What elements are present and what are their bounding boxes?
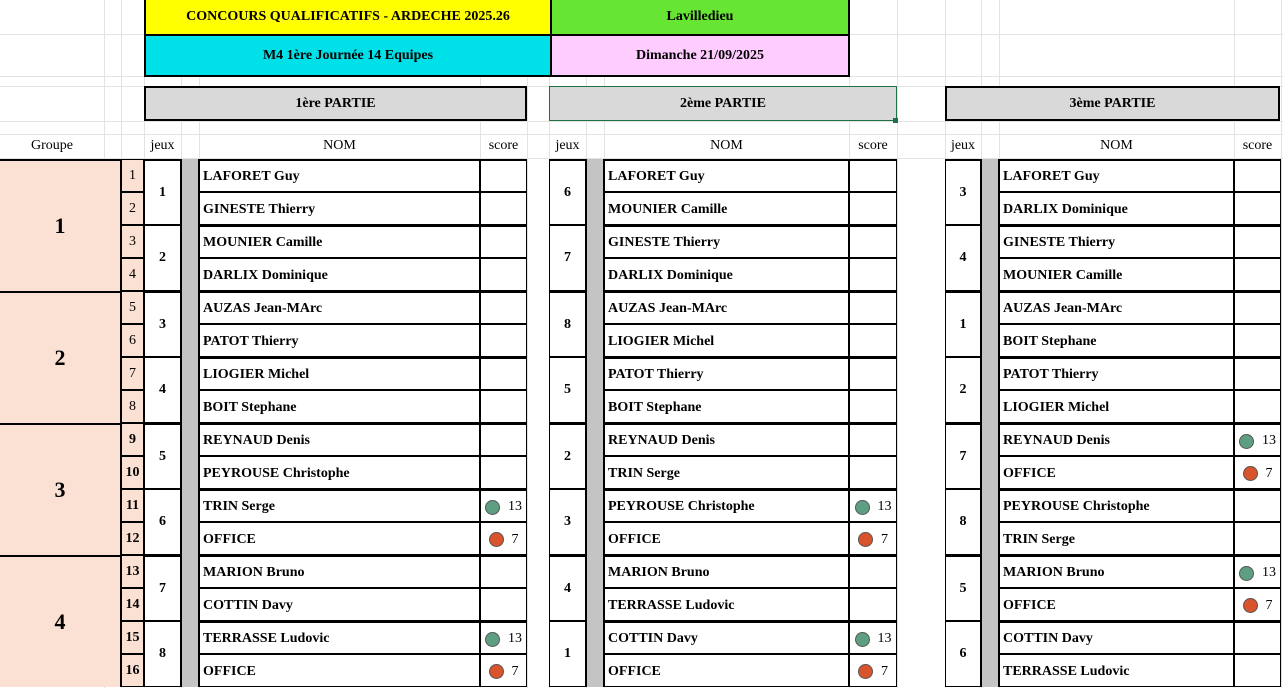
score-value: 7 <box>1265 465 1273 481</box>
score-value: 13 <box>1262 433 1276 448</box>
row-number-cell[interactable]: 4 <box>121 258 144 291</box>
player-name-cell[interactable]: DARLIX Dominique <box>999 192 1234 225</box>
jeux-cell[interactable]: 3 <box>144 291 181 357</box>
score-cell[interactable] <box>480 489 527 522</box>
jeux-cell[interactable]: 8 <box>549 291 586 357</box>
player-name-cell[interactable]: TERRASSE Ludovic <box>199 621 480 654</box>
row-number-cell[interactable]: 6 <box>121 324 144 357</box>
score-cell[interactable] <box>1234 555 1281 588</box>
score-cell[interactable] <box>1234 159 1281 192</box>
score-cell[interactable] <box>480 621 527 654</box>
player-name-cell[interactable]: LAFORET Guy <box>604 159 849 192</box>
player-name-cell[interactable]: BOIT Stephane <box>604 390 849 423</box>
score-column-header: score <box>488 138 519 153</box>
score-cell[interactable] <box>1234 357 1281 390</box>
loss-indicator-icon <box>858 532 873 547</box>
score-cell[interactable] <box>1234 423 1281 456</box>
jeux-cell[interactable]: 6 <box>549 159 586 225</box>
player-name-cell[interactable]: LIOGIER Michel <box>999 390 1234 423</box>
score-cell[interactable] <box>849 159 897 192</box>
score-column-header: score <box>1242 138 1273 153</box>
score-value: 13 <box>877 499 892 514</box>
jeux-cell[interactable]: 1 <box>549 621 586 687</box>
player-name-cell[interactable]: PATOT Thierry <box>604 357 849 390</box>
score-value: 7 <box>881 531 888 547</box>
jeux-cell[interactable]: 7 <box>144 555 181 621</box>
score-cell[interactable] <box>849 489 897 522</box>
score-cell[interactable] <box>849 390 897 423</box>
score-value: 13 <box>508 631 522 646</box>
row-number-cell[interactable]: 7 <box>121 357 144 390</box>
score-cell[interactable] <box>480 654 527 687</box>
row-number-cell[interactable]: 13 <box>121 555 144 588</box>
player-name-cell[interactable]: BOIT Stephane <box>999 324 1234 357</box>
player-name-cell[interactable]: LAFORET Guy <box>199 159 480 192</box>
location-cell[interactable]: Lavilledieu <box>550 0 850 36</box>
win-indicator-icon <box>1239 434 1254 449</box>
jeux-cell[interactable]: 7 <box>945 423 981 489</box>
jeux-cell[interactable]: 7 <box>549 225 586 291</box>
score-value: 7 <box>1265 597 1273 613</box>
score-cell[interactable] <box>1234 225 1281 258</box>
score-column-header: score <box>858 138 888 153</box>
jeux-column-header: jeux <box>150 138 175 153</box>
player-name-cell[interactable]: PATOT Thierry <box>999 357 1234 390</box>
score-cell[interactable] <box>480 357 527 390</box>
loss-indicator-icon <box>858 664 873 679</box>
score-cell[interactable] <box>849 291 897 324</box>
player-name-cell[interactable]: OFFICE <box>604 522 849 555</box>
score-cell[interactable] <box>480 291 527 324</box>
score-cell[interactable] <box>849 588 897 621</box>
score-cell[interactable] <box>849 258 897 291</box>
score-cell[interactable] <box>480 258 527 291</box>
player-name-cell[interactable]: MOUNIER Camille <box>604 192 849 225</box>
player-name-cell[interactable]: COTTIN Davy <box>199 588 480 621</box>
row-number-cell[interactable]: 5 <box>121 291 144 324</box>
nom-column-header: NOM <box>1100 138 1133 153</box>
player-name-cell[interactable]: AUZAS Jean-MArc <box>199 291 480 324</box>
loss-indicator-icon <box>489 532 504 547</box>
player-name-cell[interactable]: TERRASSE Ludovic <box>604 588 849 621</box>
player-name-cell[interactable]: PEYROUSE Christophe <box>604 489 849 522</box>
part-1-header[interactable]: 1ère PARTIE <box>144 86 527 121</box>
group-cell[interactable]: 4 <box>0 555 121 687</box>
player-name-cell[interactable]: TRIN Serge <box>999 522 1234 555</box>
player-name-cell[interactable]: LIOGIER Michel <box>604 324 849 357</box>
score-value: 13 <box>508 499 522 514</box>
nom-column-header: NOM <box>323 138 356 153</box>
jeux-cell[interactable]: 4 <box>549 555 586 621</box>
part-3-header[interactable]: 3ème PARTIE <box>945 86 1280 121</box>
player-name-cell[interactable]: BOIT Stephane <box>199 390 480 423</box>
score-value: 7 <box>881 663 888 679</box>
jeux-cell[interactable]: 5 <box>549 357 586 423</box>
score-cell[interactable] <box>480 225 527 258</box>
jeux-cell[interactable]: 8 <box>144 621 181 687</box>
player-name-cell[interactable]: LIOGIER Michel <box>199 357 480 390</box>
row-number-cell[interactable]: 2 <box>121 192 144 225</box>
player-name-cell[interactable]: TRIN Serge <box>199 489 480 522</box>
row-number-cell[interactable]: 12 <box>121 522 144 555</box>
loss-indicator-icon <box>1243 598 1258 613</box>
player-name-cell[interactable]: MARION Bruno <box>999 555 1234 588</box>
score-cell[interactable] <box>480 390 527 423</box>
gridline-horizontal <box>0 121 1283 122</box>
group-cell[interactable]: 1 <box>0 159 121 291</box>
gridline-vertical <box>897 0 898 688</box>
row-number-cell[interactable]: 11 <box>121 489 144 522</box>
score-cell[interactable] <box>849 324 897 357</box>
jeux-column-header: jeux <box>555 138 580 153</box>
jeux-column-header: jeux <box>950 138 976 153</box>
row-number-cell[interactable]: 16 <box>121 654 144 687</box>
player-name-cell[interactable]: COTTIN Davy <box>999 621 1234 654</box>
player-name-cell[interactable]: REYNAUD Denis <box>999 423 1234 456</box>
score-cell[interactable] <box>1234 258 1281 291</box>
group-cell[interactable]: 2 <box>0 291 121 423</box>
score-value: 13 <box>877 631 892 646</box>
player-name-cell[interactable]: GINESTE Thierry <box>199 192 480 225</box>
part-2-selection-handle[interactable] <box>893 118 898 123</box>
player-name-cell[interactable]: OFFICE <box>604 654 849 687</box>
score-cell[interactable] <box>480 159 527 192</box>
jeux-cell[interactable]: 1 <box>945 291 981 357</box>
score-cell[interactable] <box>849 192 897 225</box>
jeux-cell[interactable]: 8 <box>945 489 981 555</box>
row-number-cell[interactable]: 15 <box>121 621 144 654</box>
score-cell[interactable] <box>1234 489 1281 522</box>
score-cell[interactable] <box>1234 588 1281 621</box>
event-cell[interactable]: M4 1ère Journée 14 Equipes <box>144 34 552 77</box>
win-indicator-icon <box>485 632 500 647</box>
player-name-cell[interactable]: COTTIN Davy <box>604 621 849 654</box>
row-number-cell[interactable]: 9 <box>121 423 144 456</box>
grey-separator-bar <box>981 159 999 687</box>
player-name-cell[interactable]: MOUNIER Camille <box>999 258 1234 291</box>
score-cell[interactable] <box>1234 621 1281 654</box>
player-name-cell[interactable]: OFFICE <box>999 456 1234 489</box>
score-cell[interactable] <box>849 621 897 654</box>
player-name-cell[interactable]: DARLIX Dominique <box>604 258 849 291</box>
score-cell[interactable] <box>1234 522 1281 555</box>
group-cell[interactable]: 3 <box>0 423 121 555</box>
win-indicator-icon <box>855 632 870 647</box>
groupe-column-header: Groupe <box>31 138 73 153</box>
row-number-cell[interactable]: 3 <box>121 225 144 258</box>
row-number-cell[interactable]: 1 <box>121 159 144 192</box>
win-indicator-icon <box>1239 566 1254 581</box>
score-cell[interactable] <box>849 456 897 489</box>
nom-column-header: NOM <box>710 138 743 153</box>
jeux-cell[interactable]: 6 <box>945 621 981 687</box>
score-value: 13 <box>1262 565 1276 580</box>
jeux-cell[interactable]: 2 <box>945 357 981 423</box>
score-cell[interactable] <box>849 555 897 588</box>
score-cell[interactable] <box>480 555 527 588</box>
jeux-cell[interactable]: 3 <box>945 159 981 225</box>
player-name-cell[interactable]: LAFORET Guy <box>999 159 1234 192</box>
jeux-cell[interactable]: 5 <box>144 423 181 489</box>
player-name-cell[interactable]: PEYROUSE Christophe <box>999 489 1234 522</box>
jeux-cell[interactable]: 6 <box>144 489 181 555</box>
jeux-cell[interactable]: 2 <box>549 423 586 489</box>
score-value: 7 <box>511 531 519 547</box>
win-indicator-icon <box>485 500 500 515</box>
score-value: 7 <box>511 663 519 679</box>
score-cell[interactable] <box>1234 654 1281 687</box>
jeux-cell[interactable]: 4 <box>945 225 981 291</box>
row-number-cell[interactable]: 14 <box>121 588 144 621</box>
score-cell[interactable] <box>849 357 897 390</box>
grey-separator-bar <box>181 159 199 687</box>
grey-separator-bar <box>586 159 604 687</box>
win-indicator-icon <box>855 500 870 515</box>
jeux-cell[interactable]: 3 <box>549 489 586 555</box>
player-name-cell[interactable]: MOUNIER Camille <box>199 225 480 258</box>
score-cell[interactable] <box>480 324 527 357</box>
player-name-cell[interactable]: AUZAS Jean-MArc <box>999 291 1234 324</box>
score-cell[interactable] <box>480 456 527 489</box>
score-cell[interactable] <box>1234 324 1281 357</box>
title-cell[interactable]: CONCOURS QUALIFICATIFS - ARDECHE 2025.26 <box>144 0 552 36</box>
score-cell[interactable] <box>480 522 527 555</box>
player-name-cell[interactable]: GINESTE Thierry <box>604 225 849 258</box>
player-name-cell[interactable]: OFFICE <box>199 522 480 555</box>
score-cell[interactable] <box>1234 456 1281 489</box>
player-name-cell[interactable]: OFFICE <box>199 654 480 687</box>
score-cell[interactable] <box>1234 291 1281 324</box>
player-name-cell[interactable]: TERRASSE Ludovic <box>999 654 1234 687</box>
jeux-cell[interactable]: 2 <box>144 225 181 291</box>
score-cell[interactable] <box>480 588 527 621</box>
player-name-cell[interactable]: REYNAUD Denis <box>604 423 849 456</box>
player-name-cell[interactable]: REYNAUD Denis <box>199 423 480 456</box>
score-cell[interactable] <box>480 192 527 225</box>
player-name-cell[interactable]: MARION Bruno <box>604 555 849 588</box>
jeux-cell[interactable]: 5 <box>945 555 981 621</box>
player-name-cell[interactable]: DARLIX Dominique <box>199 258 480 291</box>
row-number-cell[interactable]: 8 <box>121 390 144 423</box>
date-cell[interactable]: Dimanche 21/09/2025 <box>550 34 850 77</box>
player-name-cell[interactable]: TRIN Serge <box>604 456 849 489</box>
row-number-cell[interactable]: 10 <box>121 456 144 489</box>
loss-indicator-icon <box>489 664 504 679</box>
player-name-cell[interactable]: MARION Bruno <box>199 555 480 588</box>
player-name-cell[interactable]: PATOT Thierry <box>199 324 480 357</box>
score-cell[interactable] <box>849 522 897 555</box>
gridline-vertical <box>527 0 528 688</box>
player-name-cell[interactable]: OFFICE <box>999 588 1234 621</box>
player-name-cell[interactable]: AUZAS Jean-MArc <box>604 291 849 324</box>
score-cell[interactable] <box>849 225 897 258</box>
score-cell[interactable] <box>849 423 897 456</box>
score-cell[interactable] <box>1234 192 1281 225</box>
score-cell[interactable] <box>480 423 527 456</box>
player-name-cell[interactable]: GINESTE Thierry <box>999 225 1234 258</box>
gridline-vertical <box>1281 0 1282 688</box>
part-2-header[interactable]: 2ème PARTIE <box>549 86 897 121</box>
score-cell[interactable] <box>849 654 897 687</box>
jeux-cell[interactable]: 4 <box>144 357 181 423</box>
jeux-cell[interactable]: 1 <box>144 159 181 225</box>
player-name-cell[interactable]: PEYROUSE Christophe <box>199 456 480 489</box>
score-cell[interactable] <box>1234 390 1281 423</box>
loss-indicator-icon <box>1243 466 1258 481</box>
